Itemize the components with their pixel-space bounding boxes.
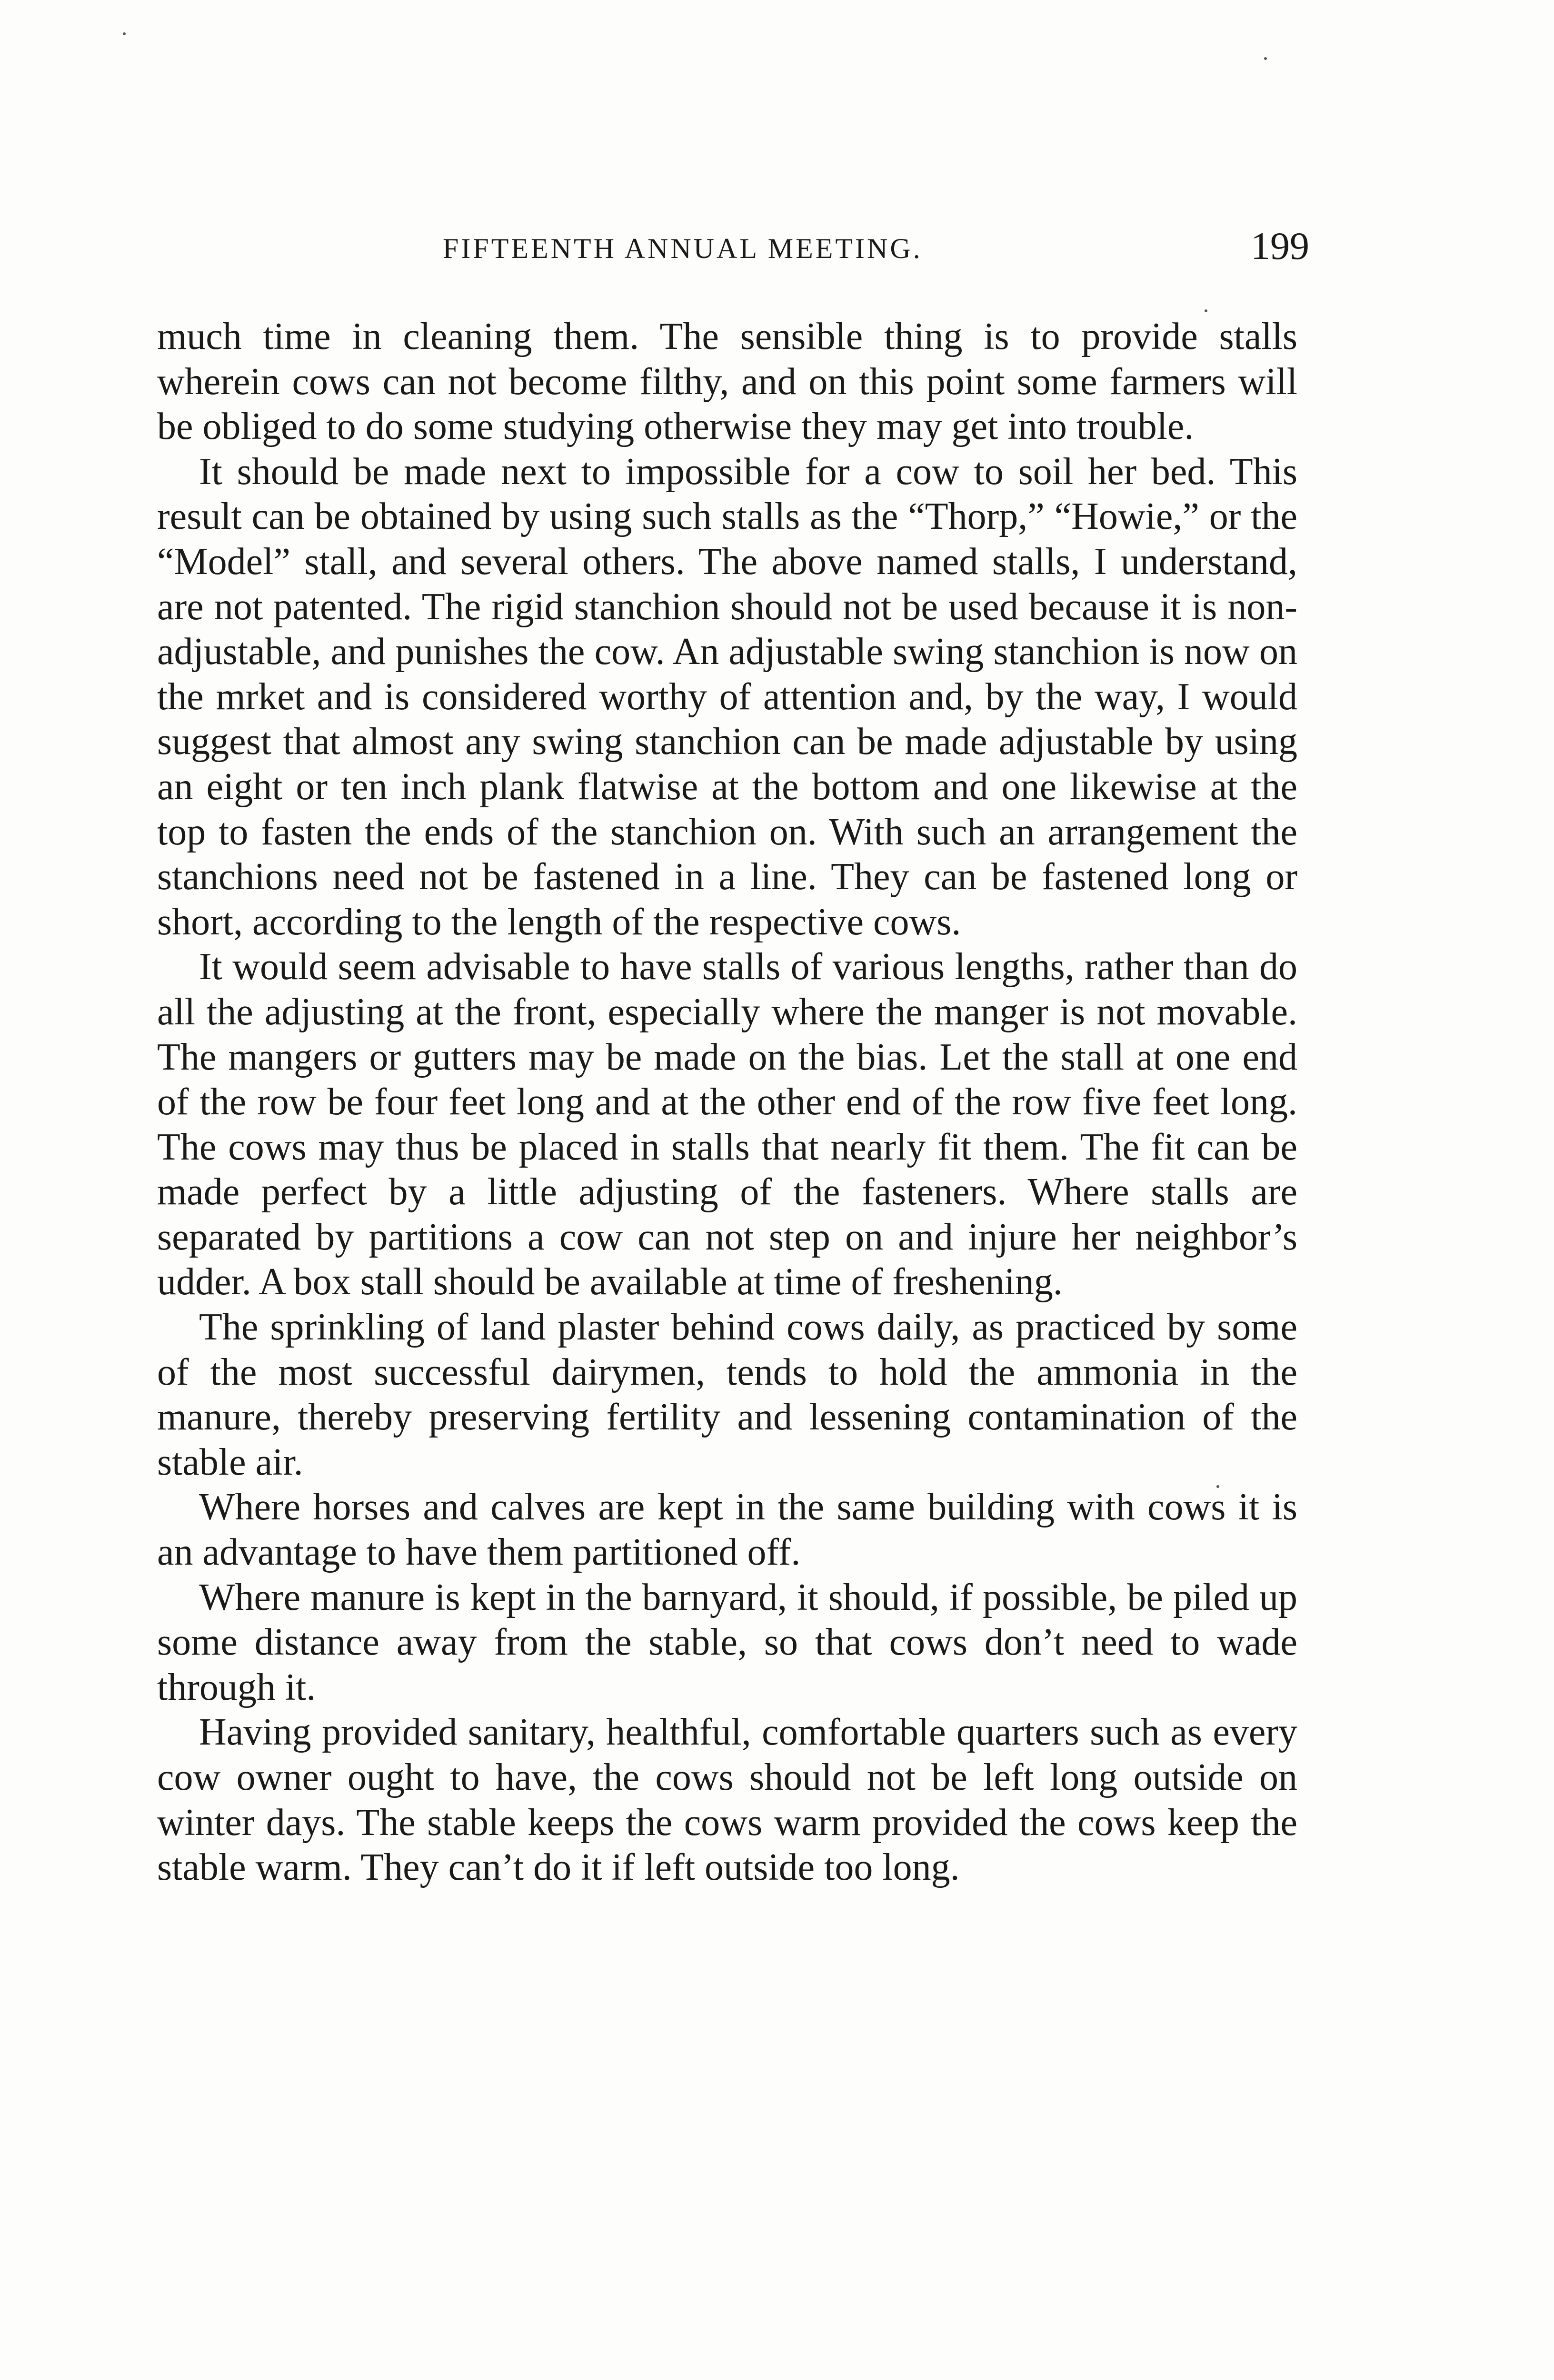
paper-speck — [1205, 309, 1207, 312]
paper-speck — [123, 32, 126, 35]
paragraph-1: much time in cleaning them. The sensible thing is to provide stalls wherein cows can not become filthy, and on this point some farmers will be obliged to do some studying otherwise they may get into trouble. — [157, 316, 1297, 448]
paragraph-7: Having provided sanitary, healthful, comfortable quarters such as every cow owner ought to have, the cows should not be left long outside on winter days. The stable keeps the cows warm provided the cows keep the stable warm. They can’t do it if left outside too long. — [157, 1711, 1297, 1889]
running-header — [157, 224, 1309, 276]
body-text — [157, 314, 1297, 1890]
paragraph-5: Where horses and calves are kept in the same building with cows it is an advantage to have them partitioned off. — [157, 1486, 1297, 1574]
paper-speck — [1264, 57, 1267, 60]
paragraph-4: The sprinkling of land plaster behind cows daily, as practiced by some of the most successful dairymen, tends to hold the ammonia in the manure, thereby preserving fertility and lessening contamination of the stable air. — [157, 1306, 1297, 1483]
paragraph-2: It should be made next to impossible for a cow to soil her bed. This result can be obtained by using such stalls as the “Thorp,” “Howie,” or the “Model” stall, and several others. The above named stalls, I understand, are not patented. The rigid stanchion should not be used because it is non-adjustable, and punishes the cow. An adjustable swing stanchion is now on the mrket and is considered worthy of attention and, by the way, I would suggest that almost any swing stanchion can be made adjustable by using an eight or ten inch plank flatwise at the bottom and one likewise at the top to fasten the ends of the stanchion on. With such an arrangement the stanchions need not be fastened in a line. They can be fastened long or short, according to the length of the respective cows. — [157, 450, 1297, 943]
paragraph-6: Where manure is kept in the barnyard, it should, if possible, be piled up some distance away from the stable, so that cows don’t need to wade through it. — [157, 1576, 1297, 1708]
running-title: FIFTEENTH ANNUAL MEETING. — [443, 233, 923, 264]
paragraph-3: It would seem advisable to have stalls of various lengths, rather than do all the adjusting at the front, especially where the manger is not movable. The mangers or gutters may be made on the bias. Let the stall at one end of the row be four feet long and at the other end of the row five feet long. The cows may thus be placed in stalls that nearly fit them. The fit can be made perfect by a little adjusting of the fasteners. Where stalls are separated by partitions a cow can not step on and injure her neighbor’s udder. A box stall should be available at time of freshening. — [157, 946, 1297, 1303]
page-number: 199 — [1251, 224, 1309, 268]
